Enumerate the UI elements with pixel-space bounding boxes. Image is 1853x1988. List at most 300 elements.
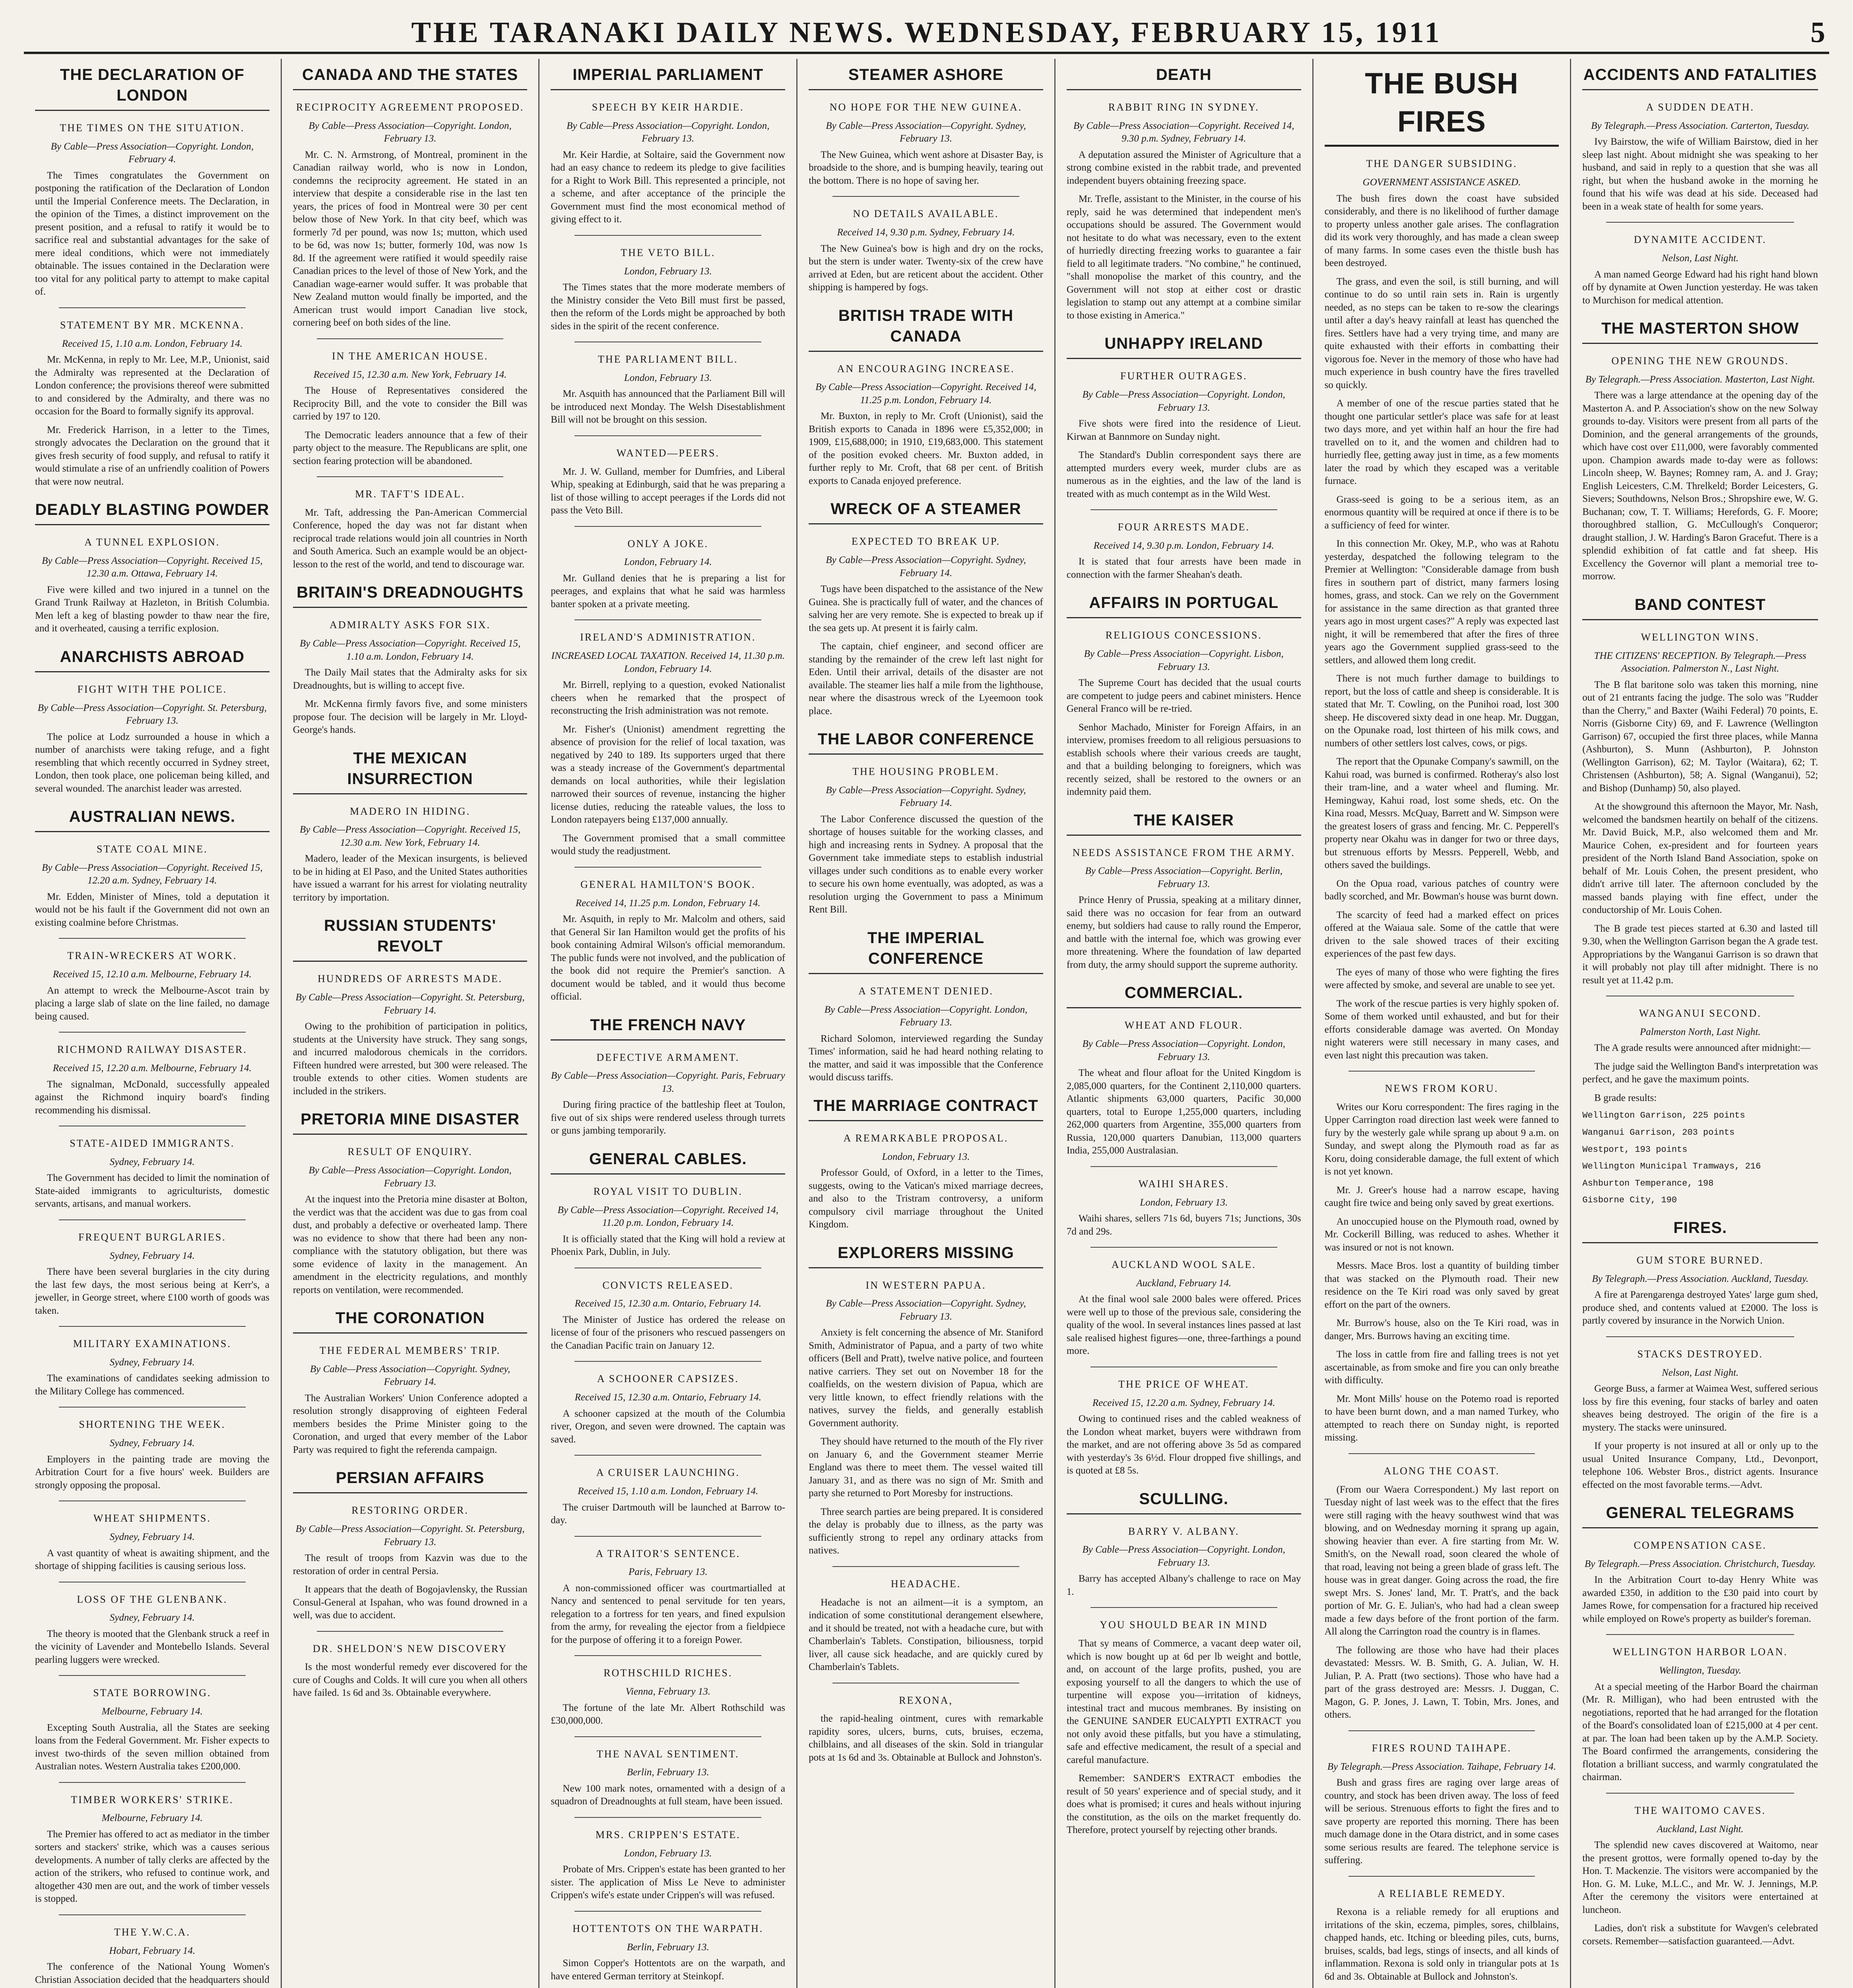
article-dateline: Received 14, 11.25 p.m. London, February 14. xyxy=(575,897,761,909)
article-dateline: Sydney, February 14. xyxy=(109,1612,195,1623)
article-subheading: ADMIRALTY ASKS FOR SIX. xyxy=(329,619,491,631)
divider xyxy=(1606,1336,1794,1337)
article-paragraph: There is not much further damage to buildings to report, but the loss of cattle and sheep is considerable. It is stated that Mr. T. Cowling, on the Punihoi road, lost 300 sheep. He discovered sixty dead in one heap. Mr. Duggan, on the Opunake road, lost thirteen of his milk cows, and numbers of other settlers lost calves, cows, or pigs. xyxy=(1324,673,1559,749)
article-subheading: GENERAL HAMILTON'S BOOK. xyxy=(580,878,756,890)
divider xyxy=(574,1536,761,1537)
article-paragraph: The judge said the Wellington Band's interpretation was perfect, and he gave the maximum points. xyxy=(1582,1061,1818,1085)
divider xyxy=(1606,1634,1794,1635)
article xyxy=(35,938,270,1023)
columns-container xyxy=(24,59,1829,1988)
article-dateline: Auckland, Last Night. xyxy=(1657,1823,1744,1835)
article-subheading: MILITARY EXAMINATIONS. xyxy=(73,1338,231,1350)
article-paragraph: B grade results: xyxy=(1594,1092,1657,1103)
article-dateline: INCREASED LOCAL TAXATION. Received 14, 11.30 p.m. London, February 14. xyxy=(551,650,785,674)
article-paragraph: The examinations of candidates seeking admission to the Military College has commenced. xyxy=(35,1373,270,1397)
divider xyxy=(574,1817,761,1818)
article-dateline: Received 15, 12.30 a.m. New York, February 14. xyxy=(313,369,507,380)
article-subheading: RECIPROCITY AGREEMENT PROPOSED. xyxy=(296,101,524,113)
article-dateline: By Cable—Press Association—Copyright. Sydney, February 14. xyxy=(310,1363,510,1388)
article-heading: SCULLING. xyxy=(1067,1483,1301,1514)
article-subheading: EXPECTED TO BREAK UP. xyxy=(851,536,1001,547)
article-dateline: By Cable—Press Association—Copyright. Sydney, February 13. xyxy=(826,1298,1026,1322)
article-paragraph: Senhor Machado, Minister for Foreign Affairs, in an interview, promises freedom to all religious persuasions to establish schools where their various creeds are taught, and that a building belonging to foreigners, which was recently seized, shall be restored to the owners or an indemnity paid them. xyxy=(1066,722,1301,798)
divider xyxy=(574,526,761,527)
article-subheading: FIGHT WITH THE POLICE. xyxy=(77,683,227,695)
article xyxy=(1067,1483,1301,1599)
article xyxy=(809,59,1043,187)
article xyxy=(1067,804,1301,972)
divider xyxy=(317,1631,504,1632)
article-paragraph: Mr. Birrell, replying to a question, evoked Nationalist cheers when he remarked that the prospect of reconstructing the Irish administration was not remote. xyxy=(551,679,786,716)
article xyxy=(1582,589,1818,987)
article-subheading: SHORTENING THE WEEK. xyxy=(79,1419,226,1431)
article-heading: THE MARRIAGE CONTRACT xyxy=(809,1090,1043,1121)
article-dateline: By Cable—Press Association—Copyright. London, February 4. xyxy=(50,141,254,165)
article-subheading: REXONA, xyxy=(899,1694,953,1706)
divider xyxy=(317,338,504,339)
article xyxy=(551,1268,785,1353)
article-paragraph: The Times states that the more moderate members of the Ministry consider the Veto Bill must first be passed, then the reform of the Lords might be approached by both sides in the spirit of the recent conference. xyxy=(551,282,786,332)
article-subheading: RESTORING ORDER. xyxy=(351,1505,469,1516)
article-dateline: Received 15, 12.30 a.m. Ontario, February 14. xyxy=(574,1392,761,1403)
article-dateline: Wellington, Tuesday. xyxy=(1659,1665,1741,1676)
article-paragraph: Ivy Bairstow, the wife of William Bairstow, died in her sleep last night. About midnight she was speaking to her husband, and said in reply to a question that she was all right, but when the husband awoke in the morning he found that his wife was dead at his side. Deceased had been in a weak state of health for some years. xyxy=(1582,136,1818,212)
article-subheading: DYNAMITE ACCIDENT. xyxy=(1634,234,1767,246)
article-paragraph: The New Guinea, which went ashore at Disaster Bay, is broadside to the shore, and is bumping heavily, tearing out the bottom. There is no hope of saving her. xyxy=(809,149,1043,186)
article-heading: THE IMPERIAL CONFERENCE xyxy=(809,922,1043,974)
article-heading: BRITAIN'S DREADNOUGHTS xyxy=(293,577,528,608)
article xyxy=(1325,59,1559,1062)
article-heading: UNHAPPY IRELAND xyxy=(1067,328,1301,359)
article xyxy=(551,1911,785,1983)
article-subheading: RESULT OF ENQUIRY. xyxy=(347,1146,473,1158)
article xyxy=(551,59,785,226)
article-subheading: OPENING THE NEW GROUNDS. xyxy=(1611,355,1789,367)
article xyxy=(35,1407,270,1492)
article-subheading: ROTHSCHILD RICHES. xyxy=(603,1667,733,1679)
divider xyxy=(1090,1247,1277,1248)
article xyxy=(35,59,270,299)
article-heading: THE KAISER xyxy=(1067,804,1301,836)
article xyxy=(809,1683,1043,1765)
column-3 xyxy=(539,59,797,1988)
article xyxy=(1582,313,1818,583)
article-heading: EXPLORERS MISSING xyxy=(809,1237,1043,1268)
article xyxy=(35,1675,270,1773)
article-dateline: By Cable—Press Association—Copyright. Received 15, 12.20 a.m. Sydney, February 14. xyxy=(42,862,263,886)
article-paragraph: Richard Solomon, interviewed regarding the Sunday Times' information, said he had heard nothing relating to the matter, and said it was impossible that the Conference would discuss tariffs. xyxy=(809,1033,1043,1083)
divider xyxy=(574,435,761,436)
article-paragraph: Prince Henry of Prussia, speaking at a military dinner, said there was no occasion for fear from an outward enemy, but soldiers had cause to rally round the Emperor, and battle with the internal foe, which was growing ever more threatening. Where the foundation of law departed from duty, the army should support the supreme authority. xyxy=(1066,895,1301,970)
article-subheading: ALONG THE COAST. xyxy=(1383,1465,1500,1477)
article xyxy=(293,1631,528,1700)
article xyxy=(35,494,270,635)
article-heading: DEADLY BLASTING POWDER xyxy=(35,494,270,525)
article-paragraph: If your property is not insured at all or only up to the usual United Insurance Company, Ltd., Devonport, telephone 106. Webster Bros., district agents. Insurance effected on the most favorable terms.—Advt. xyxy=(1582,1441,1818,1490)
article-paragraph: On the Opua road, various patches of country were badly scorched, and Mr. Bowman's house was burnt down. xyxy=(1324,878,1559,902)
band-result-b: Ashburton Temperance, 198 xyxy=(1582,1178,1714,1188)
article-paragraph: The Labor Conference discussed the question of the shortage of houses suitable for the working classes, and high and increasing rents in Sydney. A proposal that the Government take immediate steps to establish industrial villages under such conditions as to enable every worker to secure his own home eventually, was adopted, as was a resolution urging the Government to pass a Minimum Rent Bill. xyxy=(809,813,1043,915)
article-subheading: TIMBER WORKERS' STRIKE. xyxy=(71,1794,234,1806)
article-subheading: A SCHOONER CAPSIZES. xyxy=(597,1373,739,1385)
article xyxy=(809,1566,1043,1674)
article-paragraph: Mr. Asquith, in reply to Mr. Malcolm and others, said that General Sir Ian Hamilton would get the profits of his book containing Admiral Wilson's official memorandum. The public funds were not involved, and the publication of the book did not require the Premier's sanction. A document would be tabled, and it would thus become official. xyxy=(551,914,786,1002)
article-paragraph: The bush fires down the coast have subsided considerably, and there is no likelihood of further damage to property unless another gale arises. The conflagration did its work very thoroughly, and has made a clean sweep of many farms. In some cases even the thistle bush has been destroyed. xyxy=(1324,193,1559,269)
article xyxy=(35,801,270,929)
article-subheading: RELIGIOUS CONCESSIONS. xyxy=(1105,629,1262,641)
divider xyxy=(1349,1071,1535,1072)
divider xyxy=(59,938,246,939)
article-subheading: STATEMENT BY MR. MCKENNA. xyxy=(60,319,244,331)
article-paragraph: Mr. Frederick Harrison, in a letter to the Times, strongly advocates the Declaration on the ground that it gives fresh security of food supply, and refusal to ratify it would stimulate a rise of an unfriendly coalition of Powers that were now neutral. xyxy=(35,424,270,487)
article-paragraph: Messrs. Mace Bros. lost a quantity of building timber that was stacked on the Plymouth road. Their new residence on the Te Kiri road was only saved by great effort on the part of the owners. xyxy=(1324,1260,1559,1310)
article xyxy=(35,1914,270,1988)
article-subheading: HEADACHE. xyxy=(891,1578,961,1590)
article-heading: THE FRENCH NAVY xyxy=(551,1009,785,1041)
article-heading: THE MASTERTON SHOW xyxy=(1582,313,1818,344)
article-subheading: DEFECTIVE ARMAMENT. xyxy=(596,1051,740,1063)
article xyxy=(35,1782,270,1906)
article-paragraph: The B flat baritone solo was taken this morning, nine out of 21 entrants facing the judge. The solo was "Rudder than the Cherry," and Baxter (Waihi Federal) 70 points, E. Norris (Gisborne City) 69, and F. Lawrence (Wellington Garrison) 67, occupied the first three places, while Manna (Ashburton), S. Munn (Ashburton), P. Johnston (Wellington Garrison), 62; M. Taylor (Waitara), 62; T. Christensen (Ashburton), 58; A. Signal (Wanganui), 52; and Bishop (Dunhamp) 50, also played. xyxy=(1582,679,1818,794)
article-subheading: FIRES ROUND TAIHAPE. xyxy=(1372,1742,1512,1754)
article-paragraph: It appears that the death of Bogojavlensky, the Russian Consul-General at Ispahan, who was found drowned in a well, was due to accident. xyxy=(293,1584,528,1621)
article xyxy=(551,1361,785,1446)
article xyxy=(1325,1876,1559,1984)
article xyxy=(551,342,785,427)
divider xyxy=(59,1407,246,1408)
article xyxy=(1325,1730,1559,1867)
article-dateline: Melbourne, February 14. xyxy=(101,1706,203,1717)
article-paragraph: The Democratic leaders announce that a few of their party object to the measure. The Republicans are split, one section fearing protection will be abandoned. xyxy=(293,429,528,466)
article-subheading: STATE BORROWING. xyxy=(93,1687,211,1699)
article xyxy=(293,338,528,468)
article-heading: WRECK OF A STEAMER xyxy=(809,493,1043,524)
article-paragraph: That sy means of Commerce, a vacant deep water oil, which is now bought up at 6d per lb weight and bottle, and, on account of the large profits, pushed, you are exposing yourself to all the dangers to which the use of turpentine will expose you—irritation of kidneys, intestinal tract and mucous membranes. By insisting on the GENUINE SANDER EUCALYPTI EXTRACT you not only avoid these pitfalls, but you have a stimulating, safe and effective medicament, the result of a special and careful manufacture. xyxy=(1066,1638,1301,1765)
article-dateline: By Cable—Press Association—Copyright. London, February 13. xyxy=(1082,389,1285,413)
article-paragraph: At the showground this afternoon the Mayor, Mr. Nash, welcomed the bandsmen heartily on behalf of the citizens. Mr. David Buick, M.P., also welcomed them and Mr. Maurice Cohen, ex-president and for fourteen years president of the North Island Band Association, spoke on behalf of Mr. Louis Cohen, the present president, who didn't arrive till later. The afternoon concluded by the massed bands playing with fine effect, under the conductorship of Mr. Louis Cohen. xyxy=(1582,801,1818,916)
article-subheading: A SUDDEN DEATH. xyxy=(1646,101,1754,113)
article-subheading: YOU SHOULD BEAR IN MIND xyxy=(1100,1619,1268,1631)
article-subheading: A STATEMENT DENIED. xyxy=(858,985,993,997)
article-paragraph: In the Arbitration Court to-day Henry White was awarded £350, in addition to the £30 paid into court by James Rowe, for compensation for a fractured hip received while employed on Rowe's property as builder's foreman. xyxy=(1582,1574,1818,1624)
article xyxy=(809,300,1043,488)
article xyxy=(1582,1793,1818,1948)
article-paragraph: The following are those who have had their places devastated: Messrs. W. B. Smith, G. A. Julian, W. H. Julian, P. A. Pratt (two sections). Those who have had a part of the grass destroyed are: Messrs. J. Duggan, C. Magon, G. P. Jones, J. Lawn, T. Tobin, Mrs. Jones, and others. xyxy=(1324,1644,1559,1720)
article-dateline: London, February 13. xyxy=(882,1151,970,1162)
article-paragraph: The eyes of many of those who were fighting the fires were affected by smoke, and several are unable to see yet. xyxy=(1324,967,1559,991)
article-dateline: By Cable—Press Association—Copyright. London, February 13. xyxy=(567,120,770,144)
article xyxy=(1582,1497,1818,1625)
article-paragraph: An attempt to wreck the Melbourne-Ascot train by placing a large slab of slate on the line failed, no damage being caused. xyxy=(35,985,270,1022)
article-subheading: RABBIT RING IN SYDNEY. xyxy=(1108,101,1259,113)
article-subheading: HOTTENTOTS ON THE WARPATH. xyxy=(572,1922,764,1934)
article-dateline: Vienna, February 13. xyxy=(625,1686,710,1697)
article-paragraph: Mr. J. Greer's house had a narrow escape, having caught fire twice and being only saved by great exertions. xyxy=(1324,1184,1559,1209)
article-subheading: A CRUISER LAUNCHING. xyxy=(596,1467,740,1479)
article-dateline: Palmerston North, Last Night. xyxy=(1640,1026,1761,1037)
article-heading: STEAMER ASHORE xyxy=(809,59,1043,90)
article-paragraph: The cruiser Dartmouth will be launched at Barrow to-day. xyxy=(551,1502,786,1526)
article-subheading: THE HOUSING PROBLEM. xyxy=(852,766,999,778)
article-paragraph: The New Guinea's bow is high and dry on the rocks, but the stern is under water. Twenty-six of the crew have arrived at Eden, but are reticent about the accident. Other shipping is hampered by fogs. xyxy=(809,243,1043,293)
article-heading: PRETORIA MINE DISASTER xyxy=(293,1103,528,1135)
article-subheading: WELLINGTON HARBOR LOAN. xyxy=(1612,1646,1788,1658)
article-dateline: Received 15, 1.10 a.m. London, February 14. xyxy=(578,1486,759,1497)
article xyxy=(293,476,528,571)
article-dateline: Received 15, 12.20 a.m. Melbourne, February 14. xyxy=(52,1063,252,1074)
article-dateline: By Cable—Press Association—Copyright. London, February 13. xyxy=(309,120,512,144)
article xyxy=(809,1237,1043,1557)
article-paragraph: Rexona is a reliable remedy for all eruptions and irritations of the skin, eczema, pimples, sores, chilblains, chapped hands, etc. Itching or bleeding piles, cuts, burns, bruises, scalds, bad legs, stings of insects, and all kinds of inflammation. Rexona is sold only in triangular pots at 1s 6d and 3s. Obtainable at Bullock and Johnston's. xyxy=(1324,1906,1559,1982)
article-dateline: Sydney, February 14. xyxy=(109,1532,195,1543)
article-paragraph: The result of troops from Kazvin was due to the restoration of order in central Persia. xyxy=(293,1553,528,1576)
article-heading: PERSIAN AFFAIRS xyxy=(293,1462,528,1493)
article-paragraph: Professor Gould, of Oxford, in a letter to the Times, suggests, owing to the Vatican's mixed marriage decrees, and also to the Tristram controversy, a uniform compulsory civil marriage throughout the United Kingdom. xyxy=(809,1167,1043,1230)
article-dateline: Paris, February 13. xyxy=(628,1567,708,1578)
article-dateline: Received 15, 12.30 a.m. Ontario, February 14. xyxy=(574,1298,761,1309)
article-subheading: NO HOPE FOR THE NEW GUINEA. xyxy=(829,101,1023,113)
article-paragraph: Tugs have been dispatched to the assistance of the New Guinea. She is practically full of water, and the chances of salving her are very remote. She is expected to break up if the sea gets up. At present it is fairly calm. xyxy=(809,584,1043,633)
article xyxy=(293,1302,528,1456)
article-heading: AFFAIRS IN PORTUGAL xyxy=(1067,587,1301,618)
article xyxy=(551,867,785,1004)
article xyxy=(1582,1634,1818,1784)
divider xyxy=(574,619,761,620)
article-heading: CANADA AND THE STATES xyxy=(293,59,528,90)
article-subheading: A RELIABLE REMEDY. xyxy=(1377,1887,1506,1899)
article-dateline: Melbourne, February 14. xyxy=(101,1813,203,1824)
article-dateline: By Cable—Press Association—Copyright. London, February 13. xyxy=(309,1165,512,1189)
article-subheading: HUNDREDS OF ARRESTS MADE. xyxy=(318,973,503,985)
band-result-b: Gisborne City, 190 xyxy=(1582,1195,1677,1206)
article-dateline: Received 14, 9.30 p.m. Sydney, February 14. xyxy=(837,227,1015,238)
page-number: 5 xyxy=(1810,16,1825,49)
article xyxy=(551,235,785,333)
article xyxy=(551,1455,785,1527)
article xyxy=(551,619,785,858)
band-result-a: Wellington Garrison, 225 points xyxy=(1582,1110,1745,1121)
article-paragraph: Five shots were fired into the residence of Lieut. Kirwan at Bannmore on Sunday night. xyxy=(1066,418,1301,442)
article xyxy=(1067,1367,1301,1477)
article-subheading: MRS. CRIPPEN'S ESTATE. xyxy=(595,1829,741,1840)
band-result-b: Wellington Municipal Tramways, 216 xyxy=(1582,1161,1761,1172)
article-dateline: By Cable—Press Association—Copyright. Received 15, 1.10 a.m. London, February 14. xyxy=(299,638,521,662)
article-subheading: WANGANUI SECOND. xyxy=(1639,1008,1762,1019)
article xyxy=(1325,1071,1559,1444)
article xyxy=(1067,977,1301,1157)
article-dateline: Received 15, 12.20 a.m. Sydney, February 14. xyxy=(1092,1397,1275,1408)
article-paragraph: Owing to the prohibition of participation in politics, students at the University have struck. They sang songs, and incurred malodorous chemicals in the corridors. Fifteen hundred were arrested, but 300 were released. The trouble extends to other cities. Women students are included in the strikers. xyxy=(293,1021,528,1097)
article-heading: DEATH xyxy=(1067,59,1301,90)
article xyxy=(1067,1247,1301,1358)
article xyxy=(1582,59,1818,213)
divider xyxy=(574,1911,761,1912)
article-paragraph: Employers in the painting trade are moving the Arbitration Court for a five hours' week. Builders are strongly opposing the proposal. xyxy=(35,1454,270,1491)
article-paragraph: They should have returned to the mouth of the Fly river on January 6, and the Government steamer Merrie England was there to meet them. The vessel waited till January 31, and as there was no sign of Mr. Smith and party she returned to Port Moresby for instructions. xyxy=(809,1436,1043,1499)
article xyxy=(1067,328,1301,501)
article-paragraph: Mr. Taft, addressing the Pan-American Commercial Conference, hoped the day was not far distant when reciprocal trade relations would join all countries in North and South America. Such an example would be an object-lesson to the rest of the world, and tend to discourage war. xyxy=(293,507,528,570)
divider xyxy=(574,235,761,236)
article-subheading: GUM STORE BURNED. xyxy=(1636,1254,1764,1266)
divider xyxy=(574,1736,761,1737)
article-paragraph: A non-commissioned officer was courtmartialled at Nancy and sentenced to penal servitude for ten years, relegation to a fortress for ten years, and fined expulsion from the army, for revealing the ejector from a fieldpiece for the purpose of offering it to a foreign Power. xyxy=(551,1582,786,1645)
article-heading: GENERAL TELEGRAMS xyxy=(1582,1497,1818,1528)
article xyxy=(1067,587,1301,798)
article-paragraph: Three search parties are being prepared. It is considered the delay is probably due to illness, as the party was sufficiently strong to repel any ordinary attacks from natives. xyxy=(809,1506,1043,1556)
article-subheading: LOSS OF THE GLENBANK. xyxy=(77,1593,228,1605)
divider xyxy=(59,1219,246,1220)
article xyxy=(293,1462,528,1622)
article-paragraph: The captain, chief engineer, and second officer are standing by the remainder of the crew left last night for Eden. Until their arrival, details of the disaster are not available. The steamer lies half a mile from the lighthouse, near where the disastrous wreck of the Lyeemoon took place. xyxy=(809,641,1043,716)
article-paragraph: Mr. McKenna, in reply to Mr. Lee, M.P., Unionist, said the Admiralty was represented at the Declaration of London conference; the provisions thereof were submitted to and considered by the Admiralty, and there was no occasion for the Board to formally signify its approval. xyxy=(35,354,270,417)
article-paragraph: It is stated that four arrests have been made in connection with the farmer Sheahan's death. xyxy=(1066,556,1301,580)
article-subheading: A REMARKABLE PROPOSAL. xyxy=(843,1132,1009,1144)
article xyxy=(551,526,785,611)
article xyxy=(1067,1607,1301,1837)
article xyxy=(809,723,1043,916)
article-subheading: THE NAVAL SENTIMENT. xyxy=(596,1748,739,1760)
article-paragraph: In this connection Mr. Okey, M.P., who was at Rahotu yesterday, despatched the following telegram to the Premier at Wellington: "Considerable damage from bush fires in southern part of district, many farmers losing homes, grass, and stock. Can we rely on the Government for assistance in the same direction as that granted three years ago in most urgent cases?" A reply was expected last night, it will be remembered that after the fires of three years ago the Government supplied grass-seed to the settlers, and allowed them long credit. xyxy=(1324,538,1559,666)
article-subheading: NEEDS ASSISTANCE FROM THE ARMY. xyxy=(1072,846,1295,858)
article xyxy=(35,1501,270,1573)
article-dateline: GOVERNMENT ASSISTANCE ASKED. xyxy=(1362,177,1521,188)
divider xyxy=(317,476,504,477)
article-paragraph: Headache is not an ailment—it is a symptom, an indication of some constitutional derangement elsewhere, and it should be treated, not with a headache cure, but with Chamberlain's Tablets. Constipation, biliousness, torpid liver, all cause sick headache, and are quickly cured by Chamberlain's Tablets. xyxy=(809,1597,1043,1673)
article-dateline: Berlin, February 13. xyxy=(627,1941,709,1953)
article-dateline: By Cable—Press Association—Copyright. Lisbon, February 13. xyxy=(1084,648,1284,672)
article-subheading: AN ENCOURAGING INCREASE. xyxy=(837,363,1015,375)
article xyxy=(1582,1336,1818,1491)
article-paragraph: George Buss, a farmer at Waimea West, suffered serious loss by fire this evening, four stacks of barley and oaten sheaves being destroyed. The origin of the fire is a mystery. The stacks were uninsured. xyxy=(1582,1383,1818,1433)
article-subheading: FREQUENT BURGLARIES. xyxy=(78,1231,226,1243)
article-dateline: By Cable—Press Association—Copyright. Paris, February 13. xyxy=(551,1070,785,1094)
article-paragraph: The Times congratulates the Government on postponing the ratification of the Declaration of London until the Imperial Conference meets. The Declaration, in the opinion of the Times, a distinct improvement on the present position, and a refusal to ratify it would be to sacrifice real and substantial advantages for the sake of mere ideal conditions, which were not immediately obtainable. The issues contained in the Declaration were too vital for any political party to attempt to make capital of. xyxy=(35,170,270,297)
article-paragraph: The Premier has offered to act as mediator in the timber sorters and stackers' strike, which was a causes serious developments. A number of tally clerks are affected by the action of the strikers, who refused to continue work, and altogether 430 men are out, and the work of timber vessels is stopped. xyxy=(35,1829,270,1905)
article-dateline: By Cable—Press Association—Copyright. Received 15, 12.30 a.m. Ottawa, February 14. xyxy=(42,555,263,579)
article-subheading: MADERO IN HIDING. xyxy=(350,805,471,817)
article-subheading: NO DETAILS AVAILABLE. xyxy=(853,208,999,220)
column-5 xyxy=(1056,59,1314,1988)
article-paragraph: (From our Waera Correspondent.) My last report on Tuesday night of last week was to the effect that the fires were still raging with the heavy southwest wind that was blowing, and on Wednesday morning it sprang up again, showing heavier than ever. A fire starting from Mr. W. Smith's, on the Newall road, soon cleared the whole of that road, leaving not being a green blade of grass left. The house was in great danger. Going across the road, the fire swept Mrs. S. Jones' land, Mr. T. Pratt's, and the back portion of Mr. G. E. Julian's, who had had a clean sweep made a few days before of the front portion of the farm. All along the Carrington road the country is in flames. xyxy=(1324,1484,1559,1637)
article-paragraph: Mr. Keir Hardie, at Soltaire, said the Government now had an easy chance to redeem its pledge to give facilities for a Right to Work Bill. This represented a principle, not a scheme, and after acceptance of the principle the Government must find the most economical method of giving effect to it. xyxy=(551,149,786,225)
article-paragraph: Mr. Burrow's house, also on the Te Kiri road, was in danger, Mrs. Burrows having an exciting time. xyxy=(1324,1318,1559,1342)
article-dateline: London, February 14. xyxy=(624,557,712,568)
article-dateline: London, February 13. xyxy=(624,266,712,277)
article-dateline: By Telegraph.—Press Association. Carterton, Tuesday. xyxy=(1591,120,1810,131)
article-paragraph: Grass-seed is going to be a serious item, as an enormous quantity will be required at once if there is to be a sufficiency of feed for winter. xyxy=(1324,494,1559,531)
article-subheading: THE Y.W.C.A. xyxy=(114,1926,190,1938)
masthead-title: THE TARANAKI DAILY NEWS. WEDNESDAY, FEBRUARY 15, 1911 xyxy=(411,16,1442,49)
article-paragraph: The fortune of the late Mr. Albert Rothschild was £30,000,000. xyxy=(551,1702,786,1726)
article-subheading: STACKS DESTROYED. xyxy=(1637,1348,1763,1360)
article-paragraph: The Standard's Dublin correspondent says there are attempted murders every week, murder clubs are as numerous as in the eighties, and the law of the land is treated with as much contempt as in the Wild West. xyxy=(1066,450,1301,499)
article-subheading: A TRAITOR'S SENTENCE. xyxy=(596,1547,741,1559)
article-subheading: WHEAT SHIPMENTS. xyxy=(93,1512,211,1524)
article-subheading: RICHMOND RAILWAY DISASTER. xyxy=(57,1044,247,1056)
article-subheading: THE FEDERAL MEMBERS' TRIP. xyxy=(319,1345,501,1357)
article-paragraph: A vast quantity of wheat is awaiting shipment, and the shortage of shipping facilities is causing serious loss. xyxy=(35,1547,270,1572)
article-paragraph: The scarcity of feed had a marked effect on prices offered at the Waiaua sale. Some of the cattle that were driven to the sale showed traces of their exciting experiences of the past few days. xyxy=(1324,909,1559,959)
article-paragraph: Bush and grass fires are raging over large areas of country, and stock has been driven away. The loss of feed will be serious. Strenuous efforts to fight the fires and to save property are reported this morning. There has been much damage done in the Otara district, and in some cases some serious results are feared. The telephone service is suffering. xyxy=(1324,1777,1559,1866)
divider xyxy=(574,1361,761,1362)
article-paragraph: The signalman, McDonald, successfully appealed against the Richmond inquiry board's finding recommending his dismissal. xyxy=(35,1079,270,1116)
article-paragraph: New 100 mark notes, ornamented with a design of a squadron of Dreadnoughts at full steam, have been issued. xyxy=(551,1783,786,1807)
article-dateline: THE CITIZENS' RECEPTION. By Telegraph.—Press Association. Palmerston N., Last Night. xyxy=(1594,650,1806,674)
divider xyxy=(574,1455,761,1456)
article xyxy=(35,307,270,488)
article xyxy=(809,1090,1043,1231)
article-paragraph: Mr. McKenna firmly favors five, and some ministers propose four. The decision will be largely in Mr. Lloyd-George's hands. xyxy=(293,699,528,736)
article xyxy=(1067,1166,1301,1238)
article-paragraph: The Daily Mail states that the Admiralty asks for six Dreadnoughts, but is willing to accept five. xyxy=(293,667,528,691)
article-dateline: By Cable—Press Association—Copyright. London, February 13. xyxy=(1082,1039,1285,1062)
article-paragraph: A deputation assured the Minister of Agriculture that a strong combine existed in the rabbit trade, and prevented independent buyers obtaining freezing space. xyxy=(1066,149,1301,186)
article-paragraph: At the final wool sale 2000 bales were offered. Prices were well up to those of the previous sale, considering the quality of the wool. In several instances lines passed at last sale realised highest figures—one, three-farthings a pound more. xyxy=(1066,1294,1301,1357)
column-4 xyxy=(797,59,1056,1988)
article-subheading: SPEECH BY KEIR HARDIE. xyxy=(592,101,744,113)
article xyxy=(35,1032,270,1117)
article-paragraph: A schooner capsized at the mouth of the Columbia river, Oregon, and seven were drowned. The captain was saved. xyxy=(551,1408,786,1445)
article-paragraph: The conference of the National Young Women's Christian Association decided that the headquarters should xyxy=(35,1961,270,1985)
article-subheading: ONLY A JOKE. xyxy=(627,538,709,549)
article-dateline: London, February 13. xyxy=(624,372,712,383)
article-dateline: Berlin, February 13. xyxy=(627,1767,709,1778)
article-paragraph: Excepting South Australia, all the States are seeking loans from the Federal Government. Mr. Fisher expects to invest two-thirds of the seven million obtained from Australian notes. Western Australia takes £200,000. xyxy=(35,1722,270,1772)
article xyxy=(809,196,1043,294)
article-subheading: BARRY V. ALBANY. xyxy=(1128,1525,1240,1537)
article-paragraph: The B grade test pieces started at 6.30 and lasted till 9.30, when the Wellington Garrison began the A grade test. Appropriations by the Wanganui Garrison is so drawn that it will probably not play till after midnight. There is no result yet at 11.42 p.m. xyxy=(1582,923,1818,986)
article xyxy=(35,641,270,795)
article xyxy=(809,493,1043,718)
article xyxy=(551,1817,785,1902)
article-subheading: WELLINGTON WINS. xyxy=(1641,631,1760,643)
article xyxy=(551,1143,785,1259)
article-paragraph: Mr. Asquith has announced that the Parliament Bill will be introduced next Monday. The Welsh Disestablishment Bill will not be brought on this session. xyxy=(551,388,786,425)
divider xyxy=(1349,1453,1535,1454)
article xyxy=(293,577,528,736)
article-paragraph: Mr. Fisher's (Unionist) amendment regretting the absence of provision for the relief of local taxation, was negatived by 240 to 189. Its supporters urged that there was a steady increase of the Government's departmental demands on local authorities, while their legislation narrowed their sources of revenue, instancing the higher license duties, reducing the rateable values, the loss to London ratepayers being £137,000 annually. xyxy=(551,724,786,825)
article-paragraph: An unoccupied house on the Plymouth road, owned by Mr. Cockerill Billing, was reduced to ashes. Whether it was insured or not is not known. xyxy=(1324,1216,1559,1253)
band-result-a: Westport, 193 points xyxy=(1582,1144,1688,1155)
article-dateline: By Cable—Press Association—Copyright. Sydney, February 14. xyxy=(826,555,1026,579)
column-1 xyxy=(24,59,282,1988)
article-heading: BAND CONTEST xyxy=(1582,589,1818,620)
article-heading: FIRES. xyxy=(1582,1212,1818,1243)
article-paragraph: The police at Lodz surrounded a house in which a number of anarchists were taking refuge, and a fight resembling that which recently occurred in Sydney street, London, then took place, one policeman being killed, and several wounded. The anarchist leader was arrested. xyxy=(35,731,270,794)
article xyxy=(1582,1212,1818,1328)
article-dateline: Hobart, February 14. xyxy=(109,1945,196,1956)
article-paragraph: Waihi shares, sellers 71s 6d, buyers 71s; Junctions, 30s 7d and 29s. xyxy=(1066,1213,1301,1237)
article-subheading: THE WAITOMO CAVES. xyxy=(1634,1804,1766,1816)
article-paragraph: Mr. Trefle, assistant to the Minister, in the course of his reply, said he was determined that independent men's occupations should be assured. The Government would not hesitate to do what was necessary, even to the extent of hurriedly directing freezing works to guarantee a fair field to all legitimate traders. "No combine," he continued, "shall monopolise the market of this country, and the Government will not stop at either cost or drastic legislation to stamp out any attempt at a combine similar to those existing in America." xyxy=(1066,194,1301,321)
article-dateline: Sydney, February 14. xyxy=(109,1250,195,1261)
article-subheading: STATE COAL MINE. xyxy=(97,843,208,855)
article-subheading: THE PARLIAMENT BILL. xyxy=(598,353,738,365)
article-paragraph: The theory is mooted that the Glenbank struck a reef in the vicinity of Lavender and Montebello Islands. Several pearling luggers were wrecked. xyxy=(35,1628,270,1665)
article-paragraph: A member of one of the rescue parties stated that he thought one particular settler's place was safe for at least two days more, and yet within half an hour the fire had travelled on to it, and the women and children had to hurriedly flee, getting away just in time, as a few moments later the road by which they escaped was a veritable furnace. xyxy=(1324,398,1559,487)
article-paragraph: The splendid new caves discovered at Waitomo, near the present grottos, were formally opened to-day by the Hon. T. Mackenzie. The visitors were accompanied by the Hon. G. M. Luke, M.L.C., and Mr. W. J. Jennings, M.P. After the ceremony the visitors were entertained at luncheon. xyxy=(1582,1840,1818,1915)
article-subheading: WANTED—PEERS. xyxy=(616,447,720,459)
article-heading: THE LABOR CONFERENCE xyxy=(809,723,1043,755)
article-dateline: Nelson, Last Night. xyxy=(1662,1367,1739,1378)
divider xyxy=(1349,1876,1535,1877)
article-paragraph: Mr. Mont Mills' house on the Potemo road is reported to have been burnt down, and a man named Turkey, who attempted to reach there on Sunday night, is reported missing. xyxy=(1324,1393,1559,1443)
article-dateline: By Cable—Press Association—Copyright. Received 15, 12.30 a.m. New York, February 14. xyxy=(299,824,521,848)
article xyxy=(1067,509,1301,581)
article xyxy=(551,1536,785,1647)
article-dateline: Nelson, Last Night. xyxy=(1662,253,1739,264)
article xyxy=(551,1736,785,1808)
